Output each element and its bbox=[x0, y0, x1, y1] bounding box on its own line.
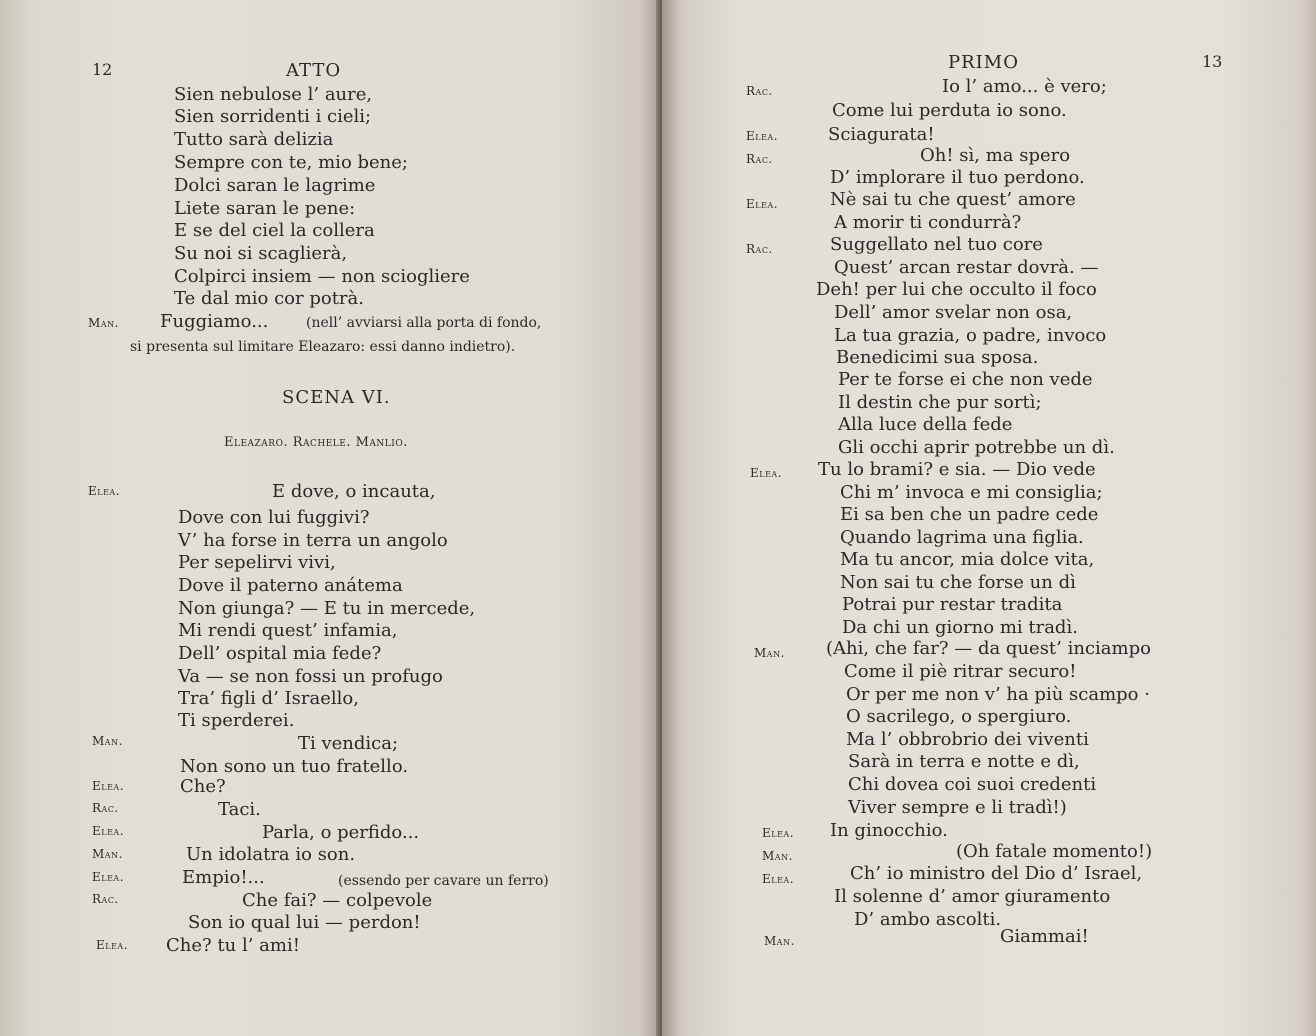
verse-line: Mi rendi quest’ infamia, bbox=[178, 620, 398, 641]
verse-line: Giammai! bbox=[1000, 926, 1089, 947]
verse-line: Dove il paterno anátema bbox=[178, 575, 403, 596]
verse-line: Sempre con te, mio bene; bbox=[174, 152, 408, 173]
verse-line: Su noi si scaglierà, bbox=[174, 243, 348, 264]
verse-line: E dove, o incauta, bbox=[272, 481, 436, 502]
right-page bbox=[662, 0, 1316, 1036]
speaker-label: Elea. bbox=[746, 197, 779, 211]
speaker-label: Elea. bbox=[746, 129, 779, 143]
speaker-label: Elea. bbox=[762, 826, 795, 840]
stage-direction: (nell’ avviarsi alla porta di fondo, bbox=[306, 315, 542, 331]
verse-line: V’ ha forse in terra un angolo bbox=[178, 530, 448, 551]
verse-line: Chi dovea coi suoi credenti bbox=[848, 774, 1097, 795]
verse-line: Potrai pur restar tradita bbox=[842, 594, 1063, 615]
speaker-label: Man. bbox=[754, 646, 785, 660]
verse-line: Sien sorridenti i cieli; bbox=[174, 106, 372, 127]
verse-line: Alla luce della fede bbox=[838, 414, 1013, 435]
verse-line: Viver sempre e li tradì!) bbox=[848, 797, 1067, 818]
page-number: 13 bbox=[1202, 52, 1223, 71]
verse-line: Sarà in terra e notte e dì, bbox=[848, 751, 1080, 772]
verse-line: Oh! sì, ma spero bbox=[920, 145, 1071, 166]
speaker-label: Man. bbox=[764, 934, 795, 948]
verse-line: Fuggiamo... bbox=[160, 311, 269, 332]
stage-direction: si presenta sul limitare Eleazaro: essi danno indietro). bbox=[130, 339, 516, 355]
page-number: 12 bbox=[92, 60, 113, 79]
verse-line: Chi m’ invoca e mi consiglia; bbox=[840, 482, 1103, 503]
verse-line: Come il piè ritrar securo! bbox=[844, 661, 1077, 682]
verse-line: Son io qual lui — perdon! bbox=[188, 912, 421, 933]
verse-line: Empio!... bbox=[182, 867, 265, 888]
speaker-label: Elea. bbox=[96, 938, 129, 952]
verse-line: Ti sperderei. bbox=[178, 710, 295, 731]
verse-line: Nè sai tu che quest’ amore bbox=[830, 189, 1076, 210]
verse-line: Sien nebulose l’ aure, bbox=[174, 84, 373, 105]
verse-line: Non sai tu che forse un dì bbox=[840, 572, 1076, 593]
verse-line: Dove con lui fuggivi? bbox=[178, 507, 370, 528]
verse-line: Colpirci insiem — non sciogliere bbox=[174, 266, 470, 287]
verse-line: Tu lo brami? e sia. — Dio vede bbox=[818, 459, 1096, 480]
verse-line: D’ implorare il tuo perdono. bbox=[830, 167, 1085, 188]
speaker-label: Man. bbox=[762, 849, 793, 863]
verse-line: Tra’ figli d’ Israello, bbox=[178, 688, 359, 709]
verse-line: Io l’ amo... è vero; bbox=[942, 76, 1107, 97]
verse-line: Non sono un tuo fratello. bbox=[180, 756, 409, 777]
verse-line: Parla, o perfido... bbox=[262, 822, 420, 843]
verse-line: (Oh fatale momento!) bbox=[956, 841, 1153, 862]
speaker-label: Man. bbox=[88, 316, 119, 330]
verse-line: (Ahi, che far? — da quest’ inciampo bbox=[826, 638, 1151, 659]
verse-line: Non giunga? — E tu in mercede, bbox=[178, 598, 476, 619]
speaker-label: Man. bbox=[92, 847, 123, 861]
speaker-label: Elea. bbox=[92, 824, 125, 838]
speaker-label: Rac. bbox=[92, 801, 119, 815]
scene-title: SCENA VI. bbox=[282, 387, 391, 408]
verse-line: Che fai? — colpevole bbox=[242, 890, 433, 911]
verse-line: Per sepelirvi vivi, bbox=[178, 552, 336, 573]
verse-line: Ei sa ben che un padre cede bbox=[840, 504, 1099, 525]
verse-line: Come lui perduta io sono. bbox=[832, 100, 1067, 121]
verse-line: Che? tu l’ ami! bbox=[166, 935, 300, 956]
verse-line: Or per me non v’ ha più scampo · bbox=[846, 684, 1150, 705]
verse-line: Per te forse ei che non vede bbox=[838, 369, 1093, 390]
verse-line: In ginocchio. bbox=[830, 820, 948, 841]
cast-list: Eleazaro. Rachele. Manlio. bbox=[224, 435, 408, 450]
running-header: ATTO bbox=[286, 60, 342, 81]
verse-line: Ch’ io ministro del Dio d’ Israel, bbox=[850, 863, 1143, 884]
verse-line: Dell’ amor svelar non osa, bbox=[834, 302, 1073, 323]
verse-line: Un idolatra io son. bbox=[186, 844, 356, 865]
verse-line: Te dal mio cor potrà. bbox=[174, 288, 364, 309]
verse-line: Ti vendica; bbox=[298, 733, 399, 754]
stage-direction: (essendo per cavare un ferro) bbox=[338, 873, 549, 889]
verse-line: Quest’ arcan restar dovrà. — bbox=[834, 257, 1099, 278]
verse-line: Ma l’ obbrobrio dei viventi bbox=[846, 729, 1089, 750]
verse-line: Dolci saran le lagrime bbox=[174, 175, 376, 196]
verse-line: La tua grazia, o padre, invoco bbox=[834, 325, 1107, 346]
verse-line: Dell’ ospital mia fede? bbox=[178, 643, 382, 664]
speaker-label: Rac. bbox=[746, 152, 773, 166]
speaker-label: Man. bbox=[92, 734, 123, 748]
verse-line: Deh! per lui che occulto il foco bbox=[816, 279, 1097, 300]
verse-line: Benedicimi sua sposa. bbox=[836, 347, 1039, 368]
verse-line: Ma tu ancor, mia dolce vita, bbox=[840, 549, 1095, 570]
verse-line: Liete saran le pene: bbox=[174, 198, 356, 219]
speaker-label: Elea. bbox=[750, 466, 783, 480]
speaker-label: Elea. bbox=[762, 872, 795, 886]
verse-line: Che? bbox=[180, 776, 226, 797]
speaker-label: Rac. bbox=[746, 84, 773, 98]
verse-line: Il destin che pur sortì; bbox=[838, 392, 1042, 413]
verse-line: Quando lagrima una figlia. bbox=[840, 527, 1084, 548]
verse-line: Suggellato nel tuo core bbox=[830, 234, 1043, 255]
speaker-label: Elea. bbox=[92, 779, 125, 793]
running-header: PRIMO bbox=[948, 52, 1019, 73]
verse-line: O sacrilego, o spergiuro. bbox=[846, 706, 1072, 727]
verse-line: A morir ti condurrà? bbox=[834, 212, 1022, 233]
verse-line: Tutto sarà delizia bbox=[174, 129, 334, 150]
verse-line: Taci. bbox=[218, 799, 261, 820]
verse-line: Il solenne d’ amor giuramento bbox=[834, 886, 1111, 907]
verse-line: Sciagurata! bbox=[828, 124, 935, 145]
verse-line: Va — se non fossi un profugo bbox=[178, 666, 443, 687]
verse-line: Da chi un giorno mi tradì. bbox=[842, 617, 1078, 638]
verse-line: E se del ciel la collera bbox=[174, 220, 375, 241]
speaker-label: Rac. bbox=[746, 242, 773, 256]
speaker-label: Elea. bbox=[92, 870, 125, 884]
speaker-label: Elea. bbox=[88, 484, 121, 498]
verse-line: Gli occhi aprir potrebbe un dì. bbox=[838, 437, 1115, 458]
speaker-label: Rac. bbox=[92, 892, 119, 906]
verse-line: D’ ambo ascolti. bbox=[854, 909, 1002, 930]
